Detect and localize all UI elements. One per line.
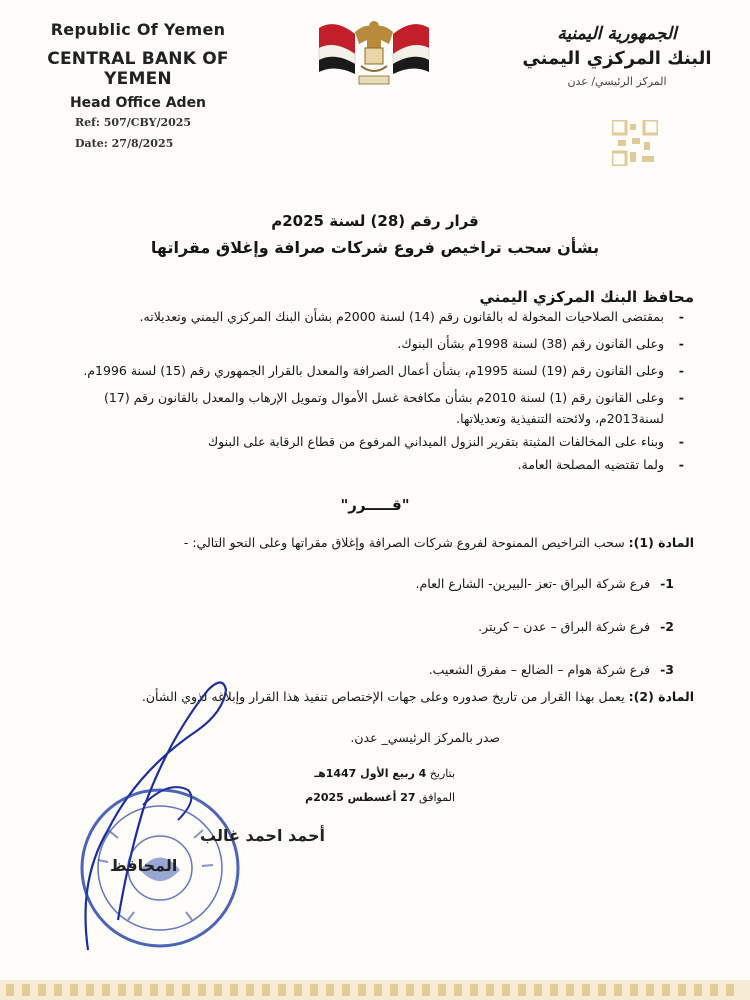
preamble-clause xyxy=(64,387,684,429)
preamble-clause xyxy=(64,454,684,475)
office-name-ar: المركز الرئيسي/ عدن xyxy=(567,75,667,88)
clause-text: وعلى القانون رقم (1) لسنة 2010م بشأن مكافحة غسل الأموال وتمويل الإرهاب والمعدل بالقانون رقم (17) لسنة2013م، ولائحته التنفيذية وتعديلاتها. xyxy=(104,390,664,426)
office-name-en: Head Office Aden xyxy=(69,95,207,111)
clause-text: وبناء على المخالفات المثبتة بتقرير النزول الميداني المرفوع من قطاع الرقابة على البنوك xyxy=(207,434,664,449)
reference-block xyxy=(75,116,191,158)
hijri-date: 4 ربيع الأول 1447هـ xyxy=(314,767,427,780)
hijri-date-line xyxy=(305,762,455,786)
clause-text: وعلى القانون رقم (19) لسنة 1995م، بشأن أعمال الصرافة والمعدل بالقرار الجمهوري رقم (15) لسنة 1996م. xyxy=(83,363,664,378)
clause-text: ولما تقتضيه المصلحة العامة. xyxy=(517,457,664,472)
clause-text: بمقتضى الصلاحيات المخولة له بالقانون رقم (14) لسنة 2000م بشأن البنك المركزي اليمني وتعديلاته. xyxy=(139,309,664,324)
preamble-clause xyxy=(64,360,684,381)
signatory-title: المحافظ xyxy=(110,856,178,875)
preamble-clause xyxy=(64,306,684,327)
item-text: فرع شركة البراق -تعز -البيرين- الشارع العام. xyxy=(415,576,651,591)
list-item xyxy=(114,574,674,594)
clause-dash: - xyxy=(678,390,684,405)
issue-dates xyxy=(305,762,455,810)
preamble-clause xyxy=(64,333,684,354)
republic-name-en: Republic Of Yemen xyxy=(50,20,226,39)
preamble-clauses xyxy=(64,306,684,475)
qr-code-icon xyxy=(612,120,658,166)
decision-title: قرار رقم (28) لسنة 2025م xyxy=(271,212,479,230)
clause-text: وعلى القانون رقم (38) لسنة 1998م بشأن البنوك. xyxy=(397,336,664,351)
article-2-label: المادة (2): xyxy=(628,689,694,704)
gregorian-prefix: الموافق xyxy=(415,791,455,804)
article-1 xyxy=(54,532,694,553)
article-2-text: يعمل بهذا القرار من تاريخ صدوره وعلى جهات الإختصاص تنفيذ هذا القرار وإبلاغه لذوي الشأن. xyxy=(141,689,629,704)
hijri-prefix: بتاريخ xyxy=(426,767,455,780)
reference-number: Ref: 507/CBY/2025 xyxy=(75,116,192,129)
letterhead-english xyxy=(38,20,238,111)
reference-date: Date: 27/8/2025 xyxy=(75,137,174,150)
decision-subject: بشأن سحب تراخيص فروع شركات صرافة وإغلاق مقراتها xyxy=(150,238,600,257)
clause-dash: - xyxy=(678,309,684,324)
item-number: 3- xyxy=(660,662,674,677)
gregorian-date: 27 أغسطس 2025م xyxy=(305,791,416,804)
preamble-clause xyxy=(64,431,684,452)
clause-dash: - xyxy=(678,434,684,449)
governor-heading: محافظ البنك المركزي اليمني xyxy=(479,288,694,306)
bank-name-ar: البنك المركزي اليمني xyxy=(522,48,712,69)
bank-name-en: CENTRAL BANK OF YEMEN xyxy=(47,49,229,89)
letterhead-arabic xyxy=(522,24,712,88)
footer-pattern xyxy=(0,966,750,1000)
item-text: فرع شركة البراق – عدن – كريتر. xyxy=(478,619,651,634)
item-number: 2- xyxy=(660,619,674,634)
gregorian-date-line xyxy=(305,786,455,810)
article-1-text: سحب التراخيص الممنوحة لفروع شركات الصرافة وإغلاق مقراتها وعلى النحو التالي: - xyxy=(183,535,629,550)
republic-name-ar: الجمهورية اليمنية xyxy=(557,24,677,44)
issued-place: صدر بالمركز الرئيسي_ عدن. xyxy=(350,730,500,745)
signatory-name: أحمد احمد غالب xyxy=(200,826,325,845)
official-stamp-icon xyxy=(48,620,258,960)
item-text: فرع شركة هوام – الضالع – مفرق الشعيب. xyxy=(428,662,651,677)
article-1-label: المادة (1): xyxy=(628,535,694,550)
clause-dash: - xyxy=(678,336,684,351)
item-number: 1- xyxy=(660,576,674,591)
clause-dash: - xyxy=(678,457,684,472)
decided-heading: "قـــــرر" xyxy=(340,496,410,514)
yemen-eagle-emblem-icon xyxy=(315,14,433,90)
clause-dash: - xyxy=(678,363,684,378)
